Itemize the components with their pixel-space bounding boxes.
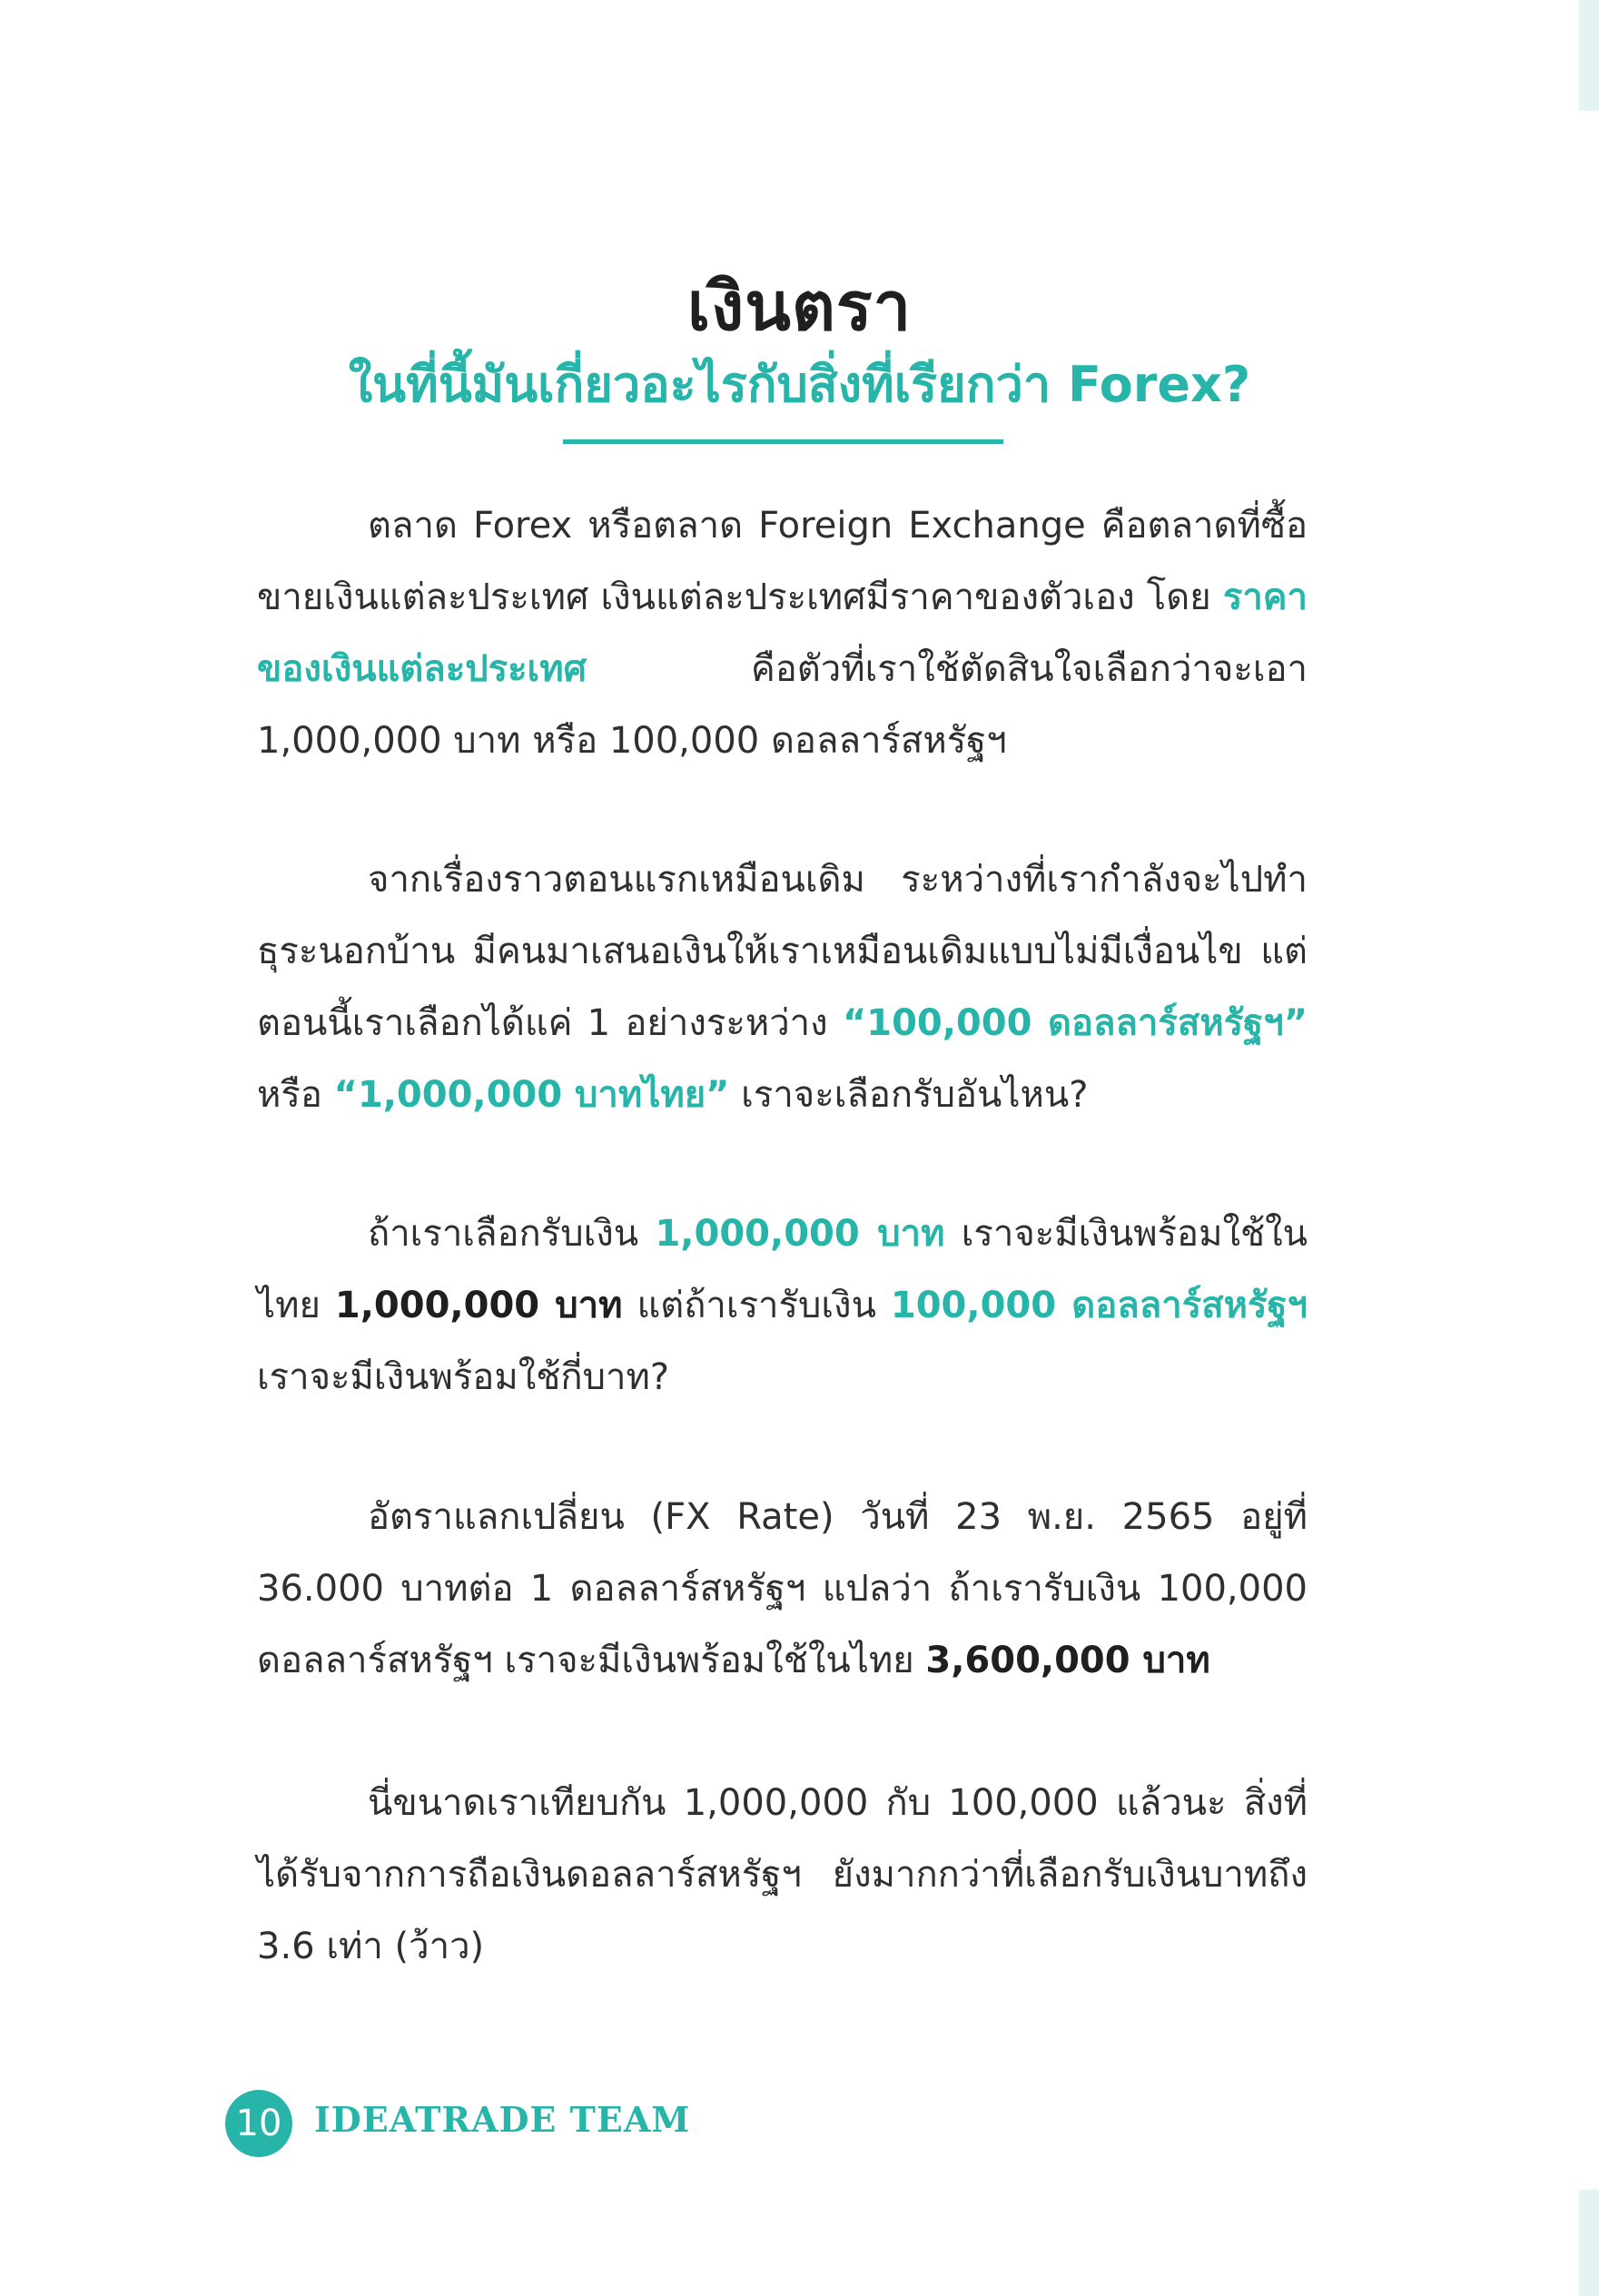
paragraph-4 [257,1482,1308,1697]
paragraph-text: เราจะมีเงินพร้อมใช้ในไทย [257,1213,1308,1326]
bold-text: 3,600,000 บาท [925,1640,1210,1681]
page-edge-tab-top [1579,0,1599,111]
bold-text: 1,000,000 บาท [334,1285,623,1326]
title-divider [563,439,1003,444]
paragraph-text: จากเรื่องราวตอนแรกเหมือนเดิม ระหว่างที่เรากำลังจะไปทำธุระนอกบ้าน มีคนมาเสนอเงินให้เราเหมือนเดิมแบบไม่มีเงื่อนไข แต่ตอนนี้เราเลือกได้แค่ 1 อย่างระหว่าง [257,859,1308,1044]
paragraph-2 [257,844,1308,1131]
paragraph-text: แต่ถ้าเรารับเงิน [622,1285,891,1326]
highlight-text: ราคาของเงินแต่ละประเทศ [257,576,1308,690]
paragraph-text: ตลาด Forex หรือตลาด Foreign Exchange คือตลาดที่ซื้อขายเงินแต่ละประเทศ เงินแต่ละประเทศมีราคาของตัวเอง โดย [257,505,1308,618]
page-number-badge: 10 [225,2090,292,2157]
paragraph-text: ถ้าเราเลือกรับเงิน [368,1213,656,1255]
paragraph-3 [257,1198,1308,1414]
page-title: เงินตรา [686,268,913,346]
highlight-text: “1,000,000 บาทไทย” [333,1074,730,1116]
paragraph-text: เราจะมีเงินพร้อมใช้กี่บาท? [257,1356,670,1398]
footer-team-name: IDEATRADE TEAM [314,2099,691,2140]
paragraph-text: อัตราแลกเปลี่ยน (FX Rate) วันที่ 23 พ.ย. 2565 อยู่ที่ 36.000 บาทต่อ 1 ดอลลาร์สหรัฐฯ แปลว่า ถ้าเรารับเงิน 100,000 ดอลลาร์สหรัฐฯ เราจะมีเงินพร้อมใช้ในไทย [257,1496,1308,1681]
paragraph-text: คือตัวที่เราใช้ตัดสินใจเลือกว่าจะเอา 1,000,000 บาท หรือ 100,000 ดอลลาร์สหรัฐฯ [257,648,1308,762]
highlight-text: 1,000,000 บาท [655,1213,945,1255]
paragraph-text: หรือ [257,1074,334,1116]
paragraph-text: นี่ขนาดเราเทียบกัน 1,000,000 กับ 100,000 แล้วนะ สิ่งที่ได้รับจากการถือเงินดอลลาร์สหรัฐฯ ยังมากกว่าที่เลือกรับเงินบาทถึง 3.6 เท่า (ว้าว) [257,1782,1308,1967]
page-edge-tab-bottom [1579,2190,1599,2296]
highlight-text: “100,000 ดอลลาร์สหรัฐฯ” [842,1002,1308,1044]
paragraph-1 [257,490,1308,777]
page-subtitle: ในที่นี้มันเกี่ยวอะไรกับสิ่งที่เรียกว่า Forex? [348,356,1251,413]
paragraph-5 [257,1768,1308,1983]
highlight-text: 100,000 ดอลลาร์สหรัฐฯ [890,1285,1308,1326]
paragraph-text: เราจะเลือกรับอันไหน? [729,1074,1089,1116]
